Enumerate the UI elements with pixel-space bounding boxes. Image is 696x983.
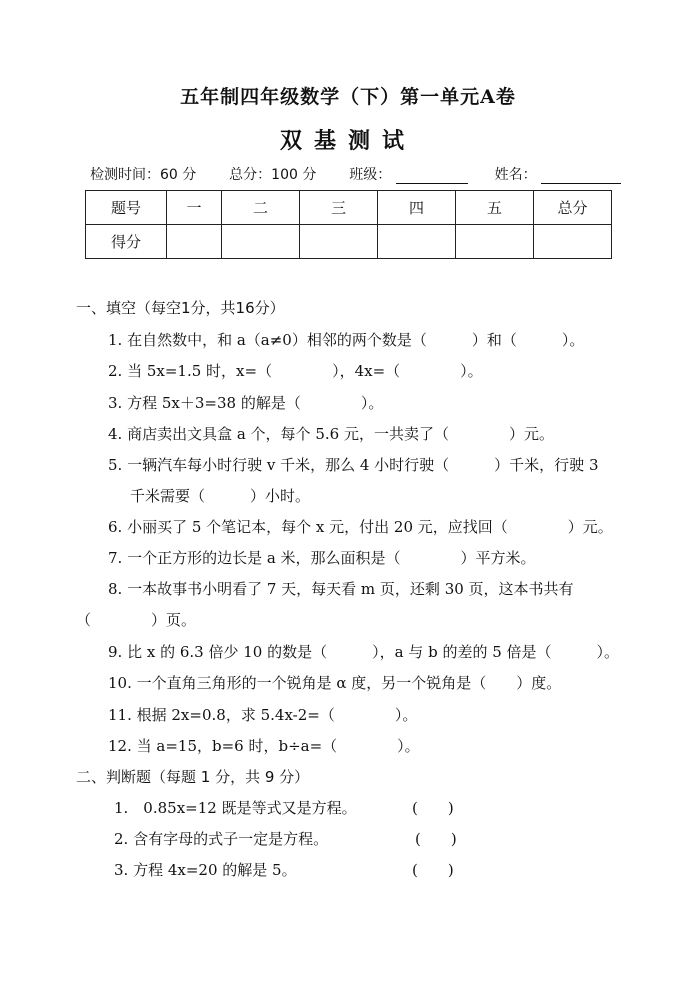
score-header-cell: 题号: [86, 191, 167, 225]
question-item: 11. 根据 2x=0.8，求 5.4x-2=（ ）。: [108, 706, 418, 724]
judge-answer-bracket[interactable]: ( ): [412, 861, 454, 879]
score-cell[interactable]: [378, 225, 456, 259]
score-cell[interactable]: [534, 225, 612, 259]
question-item: 1. 在自然数中，和 a（a≠0）相邻的两个数是（ ）和（ ）。: [108, 331, 585, 349]
question-item: 9. 比 x 的 6.3 倍少 10 的数是（ ），a 与 b 的差的 5 倍是（ ）。: [108, 643, 620, 661]
document-title: 五年制四年级数学（下）第一单元A卷: [180, 86, 516, 108]
question-item: 6. 小丽买了 5 个笔记本，每个 x 元，付出 20 元，应找回（ ）元。: [108, 518, 613, 536]
score-cell[interactable]: [456, 225, 534, 259]
score-cell[interactable]: [300, 225, 378, 259]
score-table-header-row: [86, 191, 612, 225]
question-item: 7. 一个正方形的边长是 a 米，那么面积是（ ）平方米。: [108, 549, 536, 567]
score-row-label: 得分: [86, 225, 167, 259]
question-item: 12. 当 a=15，b=6 时，b÷a=（ ）。: [108, 737, 420, 755]
score-table-score-row: [86, 225, 612, 259]
question-item: 2. 当 5x=1.5 时，x=（ ），4x=（ ）。: [108, 362, 483, 380]
score-header-cell: 二: [222, 191, 300, 225]
question-item: 3. 方程 5x＋3=38 的解是（ ）。: [108, 394, 384, 412]
judge-item: 3. 方程 4x=20 的解是 5。: [114, 861, 297, 879]
score-header-cell: 一: [167, 191, 222, 225]
total-label: 总分：100 分: [229, 167, 317, 183]
judge-answer-bracket[interactable]: ( ): [412, 799, 454, 817]
exam-info-line: [90, 164, 621, 184]
score-header-cell: 三: [300, 191, 378, 225]
class-label: 班级：: [349, 167, 392, 183]
document-subtitle: 双基测试: [279, 128, 416, 154]
judge-item: 2. 含有字母的式子一定是方程。: [114, 830, 329, 848]
score-header-cell: 四: [378, 191, 456, 225]
question-item-continued: 千米需要（ ）小时。: [130, 487, 311, 505]
section1-heading: 一、填空（每空1分，共16分）: [76, 299, 285, 317]
name-label: 姓名：: [494, 167, 537, 183]
score-cell[interactable]: [167, 225, 222, 259]
section2-heading: 二、判断题（每题 1 分，共 9 分）: [76, 768, 310, 786]
question-item: 5. 一辆汽车每小时行驶 v 千米，那么 4 小时行驶（ ）千米，行驶 3: [108, 456, 599, 474]
question-item-continued: （ ）页。: [76, 611, 197, 629]
score-header-cell: 总分: [534, 191, 612, 225]
judge-item: 1. 0.85x=12 既是等式又是方程。: [114, 799, 357, 817]
question-item: 8. 一本故事书小明看了 7 天，每天看 m 页，还剩 30 页，这本书共有: [108, 580, 574, 598]
class-blank[interactable]: [396, 169, 468, 184]
time-label: 检测时间：60 分: [90, 167, 197, 183]
question-item: 10. 一个直角三角形的一个锐角是 α 度，另一个锐角是（ ）度。: [108, 674, 562, 692]
question-item: 4. 商店卖出文具盒 a 个，每个 5.6 元，一共卖了（ ）元。: [108, 425, 554, 443]
score-header-cell: 五: [456, 191, 534, 225]
score-cell[interactable]: [222, 225, 300, 259]
name-blank[interactable]: [541, 169, 621, 184]
judge-answer-bracket[interactable]: ( ): [415, 830, 457, 848]
score-table: [85, 190, 612, 259]
